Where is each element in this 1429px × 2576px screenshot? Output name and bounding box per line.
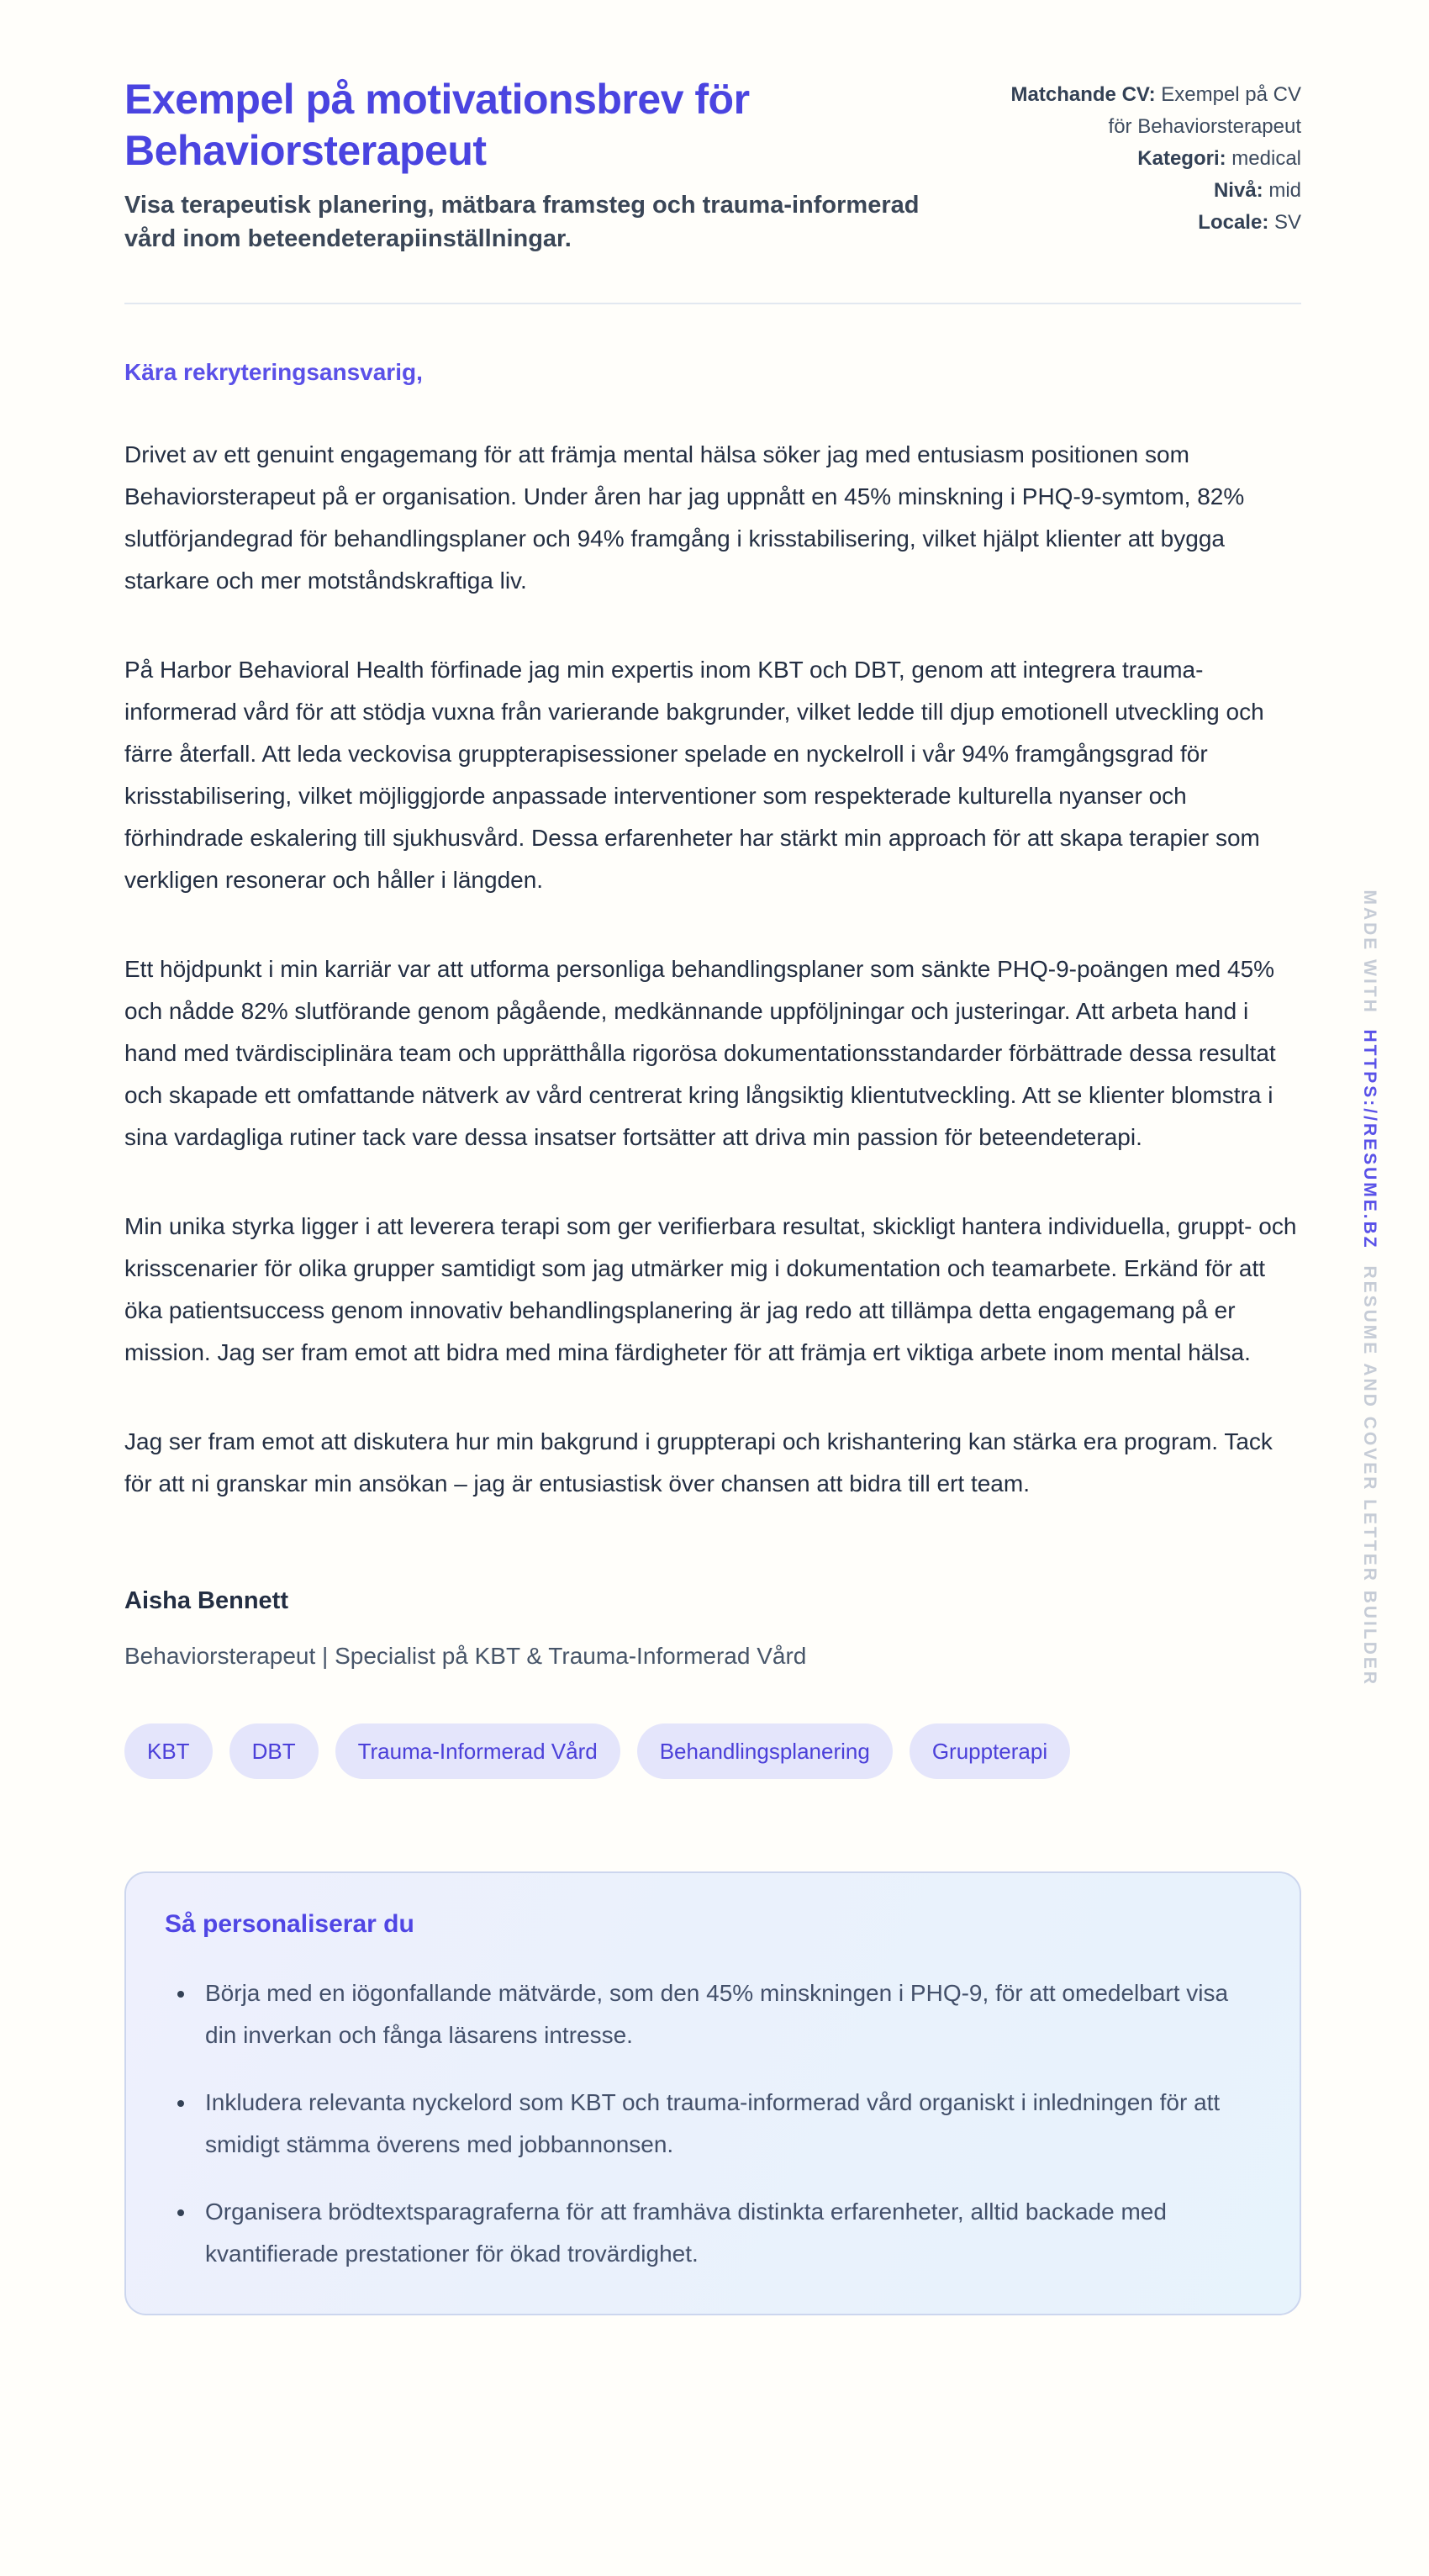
watermark-suffix: RESUME AND COVER LETTER BUILDER [1360, 1264, 1379, 1687]
skill-tag-pill[interactable]: KBT [124, 1723, 213, 1779]
meta-label: Nivå: [1213, 179, 1263, 202]
watermark-vertical [1357, 889, 1382, 1686]
meta-panel [1007, 74, 1301, 256]
document-header [124, 74, 1301, 256]
meta-label: Kategori: [1137, 147, 1226, 170]
letter-body [124, 434, 1301, 1505]
meta-label: Matchande CV: [1010, 83, 1156, 106]
tips-title: Så personaliserar du [165, 1910, 414, 1938]
tips-list-item: • Organisera brödtextsparagraferna för att framhäva distinkta erfarenheter, alltid backade med kvantifierade prestationer för ökad trovärdighet. [197, 2191, 1261, 2275]
tips-list-item: • Inkludera relevanta nyckelord som KBT och trauma-informerad vård organiskt i inledningen för att smidigt stämma överens med jobbannonsen. [197, 2082, 1261, 2166]
meta-value: SV [1273, 211, 1301, 234]
page-container [124, 0, 1301, 2315]
watermark-prefix: MADE WITH [1360, 889, 1379, 1015]
meta-row [1007, 207, 1301, 239]
header-divider [124, 303, 1301, 304]
meta-label: Locale: [1198, 211, 1269, 234]
letter-paragraph: Jag ser fram emot att diskutera hur min bakgrund i gruppterapi och krishantering kan stärka era program. Tack för att ni granskar min ansökan – jag är entusiastisk över chansen att bidra till ert team. [124, 1428, 1273, 1497]
header-title-block [124, 74, 948, 256]
skill-tag-pill[interactable]: Behandlingsplanering [637, 1723, 893, 1779]
meta-row [1007, 79, 1301, 143]
letter-paragraph: Ett höjdpunkt i min karriär var att utforma personliga behandlingsplaner som sänkte PHQ-9-poängen med 45% och nådde 82% slutförande genom pågående, medkännande uppföljningar och justeringar. Att arbeta hand i hand med tvärdisciplinära team och upprätthålla rigorösa dokumentationsstandarder förbättrade dessa resultat och skapade ett omfattande nätverk av vård centrerat kring långsiktig klientutveckling. Att se klienter blomstra i sina vardagliga rutiner tack vare dessa insatser fortsätter att driva min passion för beteendeterapi. [124, 956, 1276, 1150]
signature-name: Aisha Bennett [124, 1587, 288, 1614]
personalization-tips-card [124, 1871, 1301, 2315]
page-subtitle: Visa terapeutisk planering, mätbara framsteg och trauma-informerad vård inom beteendeterapiinställningar. [124, 192, 920, 252]
tips-list [165, 1972, 1261, 2275]
letter-paragraph: Min unika styrka ligger i att leverera terapi som ger verifierbara resultat, skickligt hantera individuella, gruppt- och krisscenarier för olika grupper samtidigt som jag utmärker mig i dokumentation och teamarbete. Erkänd för att öka patientsuccess genom innovativ behandlingsplanering är jag redo att tillämpa detta engagemang på er mission. Jag ser fram emot att bidra med mina färdigheter för att främja ert viktiga arbete inom mental hälsa. [124, 1213, 1297, 1365]
page-title: Exempel på motivationsbrev för Behaviorsterapeut [124, 76, 750, 174]
meta-row [1007, 143, 1301, 175]
letter-paragraph: Drivet av ett genuint engagemang för att främja mental hälsa söker jag med entusiasm positionen som Behaviorsterapeut på er organisation. Under åren har jag uppnått en 45% minskning i PHQ-9-symtom, 82% slutförjandegrad för behandlingsplaner och 94% framgång i krisstabilisering, vilket hjälpt klienter att bygga starkare och mer motståndskraftiga liv. [124, 441, 1245, 594]
letter-paragraph: På Harbor Behavioral Health förfinade jag min expertis inom KBT och DBT, genom att integrera trauma-informerad vård för att stödja vuxna från varierande bakgrunder, vilket ledde till djup emotionell utveckling och färre återfall. Att leda veckovisa gruppterapisessioner spelade en nyckelroll i vår 94% framgångsgrad för krisstabilisering, vilket möjliggjorde anpassade interventioner som respekterade kulturella nyanser och förhindrade eskalering till sjukhusvård. Dessa erfarenheter har stärkt min approach för att skapa terapier som verkligen resonerar och håller i längden. [124, 657, 1264, 893]
skill-tag-pill[interactable]: Gruppterapi [910, 1723, 1070, 1779]
meta-value: mid [1268, 179, 1301, 202]
skill-tags [124, 1723, 1301, 1779]
letter-greeting: Kära rekryteringsansvarig, [124, 359, 423, 385]
skill-tag-pill[interactable]: Trauma-Informerad Vård [335, 1723, 620, 1779]
meta-value: Exempel på CV för Behaviorsterapeut [1108, 83, 1301, 138]
watermark-link[interactable]: HTTPS://RESUME.BZ [1360, 1029, 1379, 1250]
meta-value: medical [1231, 147, 1301, 170]
skill-tag-pill[interactable]: DBT [229, 1723, 319, 1779]
signature-role: Behaviorsterapeut | Specialist på KBT & Trauma-Informerad Vård [124, 1643, 807, 1669]
tips-list-item: • Börja med en iögonfallande mätvärde, som den 45% minskningen i PHQ-9, för att omedelbart visa din inverkan och fånga läsarens intresse. [197, 1972, 1261, 2056]
meta-row [1007, 175, 1301, 207]
